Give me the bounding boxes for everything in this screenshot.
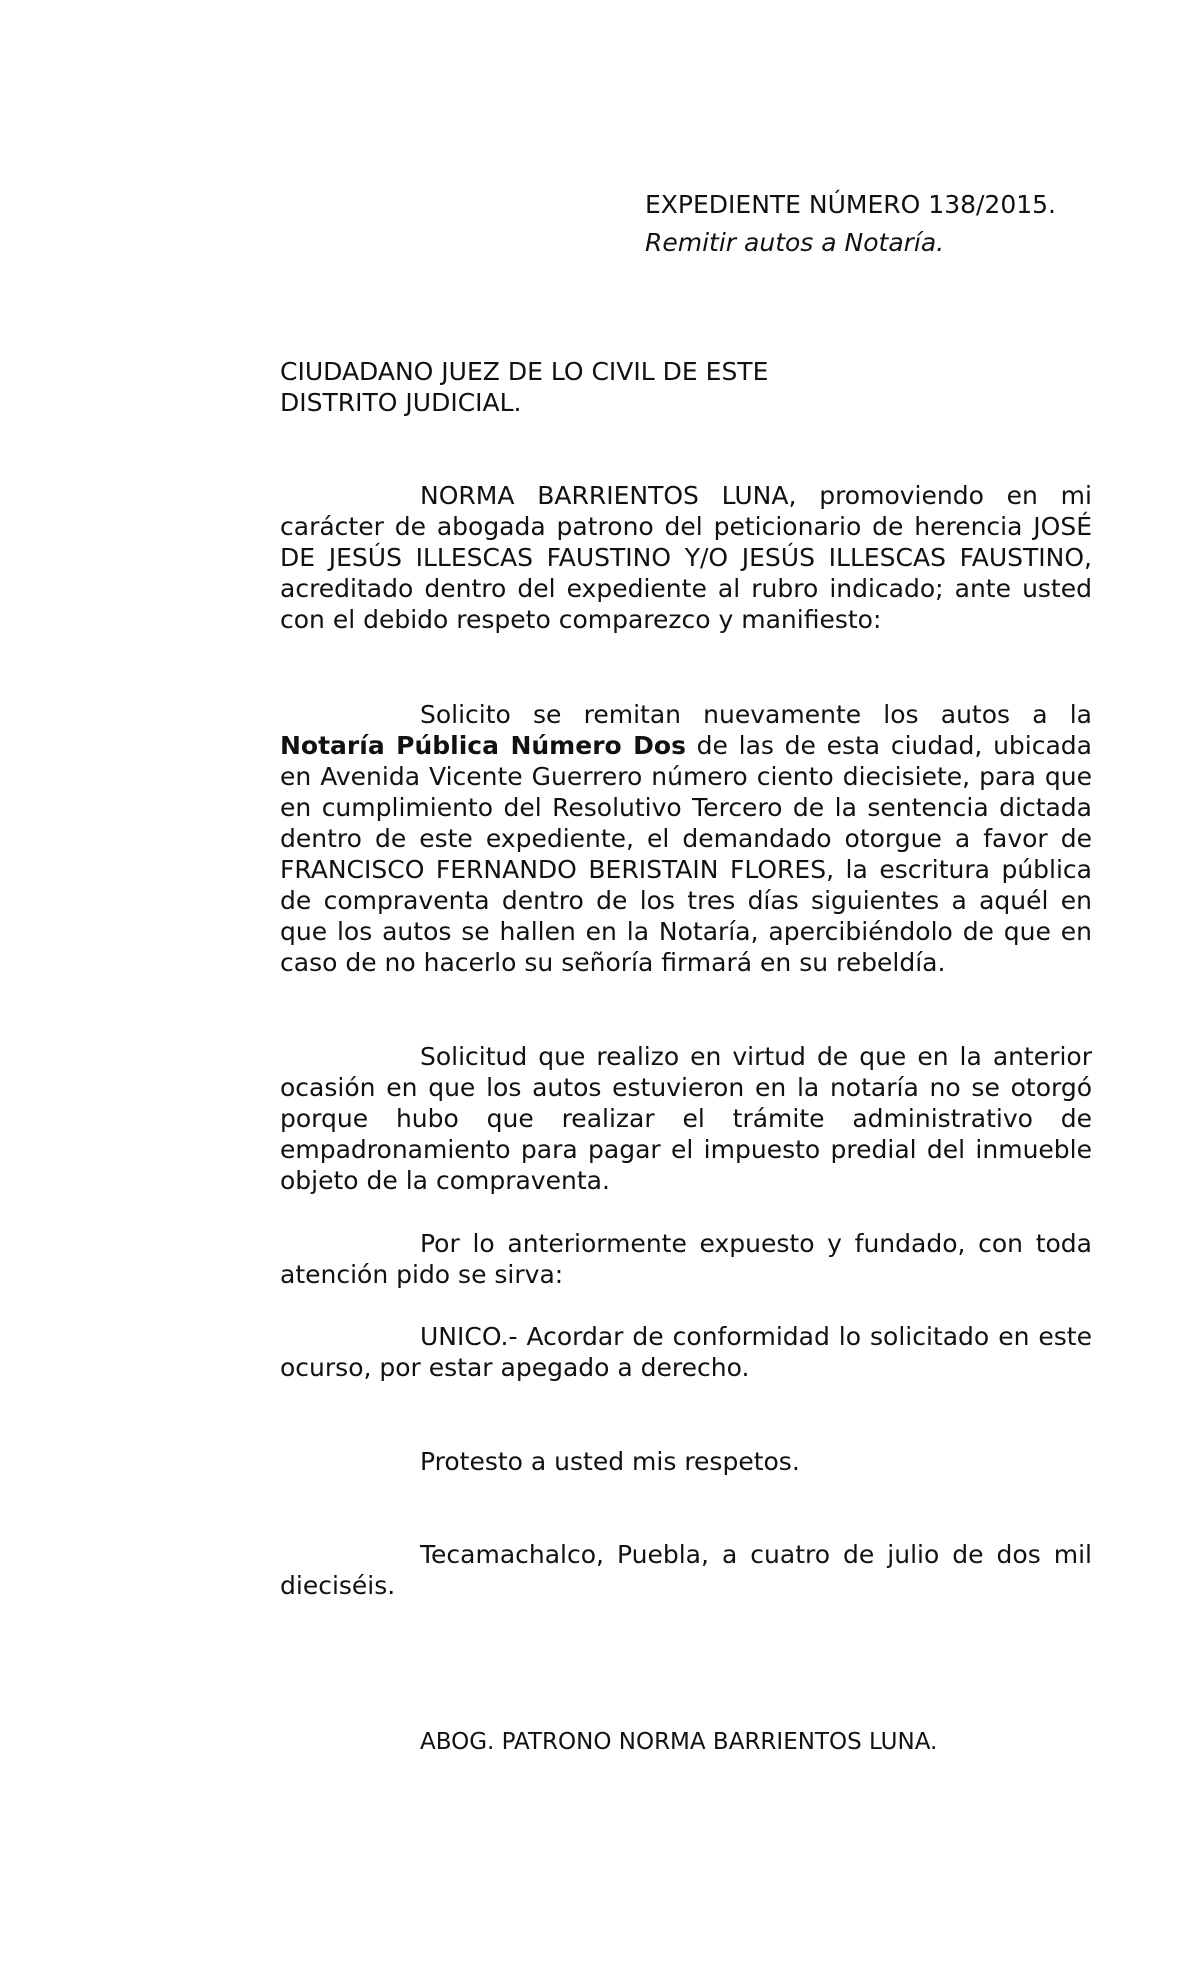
addressee [280, 356, 768, 418]
addressee-line-2: DISTRITO JUDICIAL. [280, 388, 522, 417]
paragraph-request [280, 699, 1092, 978]
paragraph-petition: Por lo anteriormente expuesto y fundado, con toda atención pido se sirva: [280, 1229, 1092, 1289]
paragraph-intro: NORMA BARRIENTOS LUNA, promoviendo en mi carácter de abogada patrono del peticionario de herencia JOSÉ DE JESÚS ILLESCAS FAUSTINO Y/O JESÚS ILLESCAS FAUSTINO, acreditado dentro del expediente al rubro indicado; ante usted con el debido respeto comparezco y manifiesto: [280, 481, 1092, 634]
paragraph-place-date: Tecamachalco, Puebla, a cuatro de julio de dos mil dieciséis. [280, 1540, 1092, 1600]
expediente-number: EXPEDIENTE NÚMERO 138/2015. [645, 190, 1056, 219]
notary-name: Notaría Pública Número Dos [280, 731, 686, 760]
expediente-subject: Remitir autos a Notaría. [645, 228, 945, 257]
addressee-line-1: CIUDADANO JUEZ DE LO CIVIL DE ESTE [280, 357, 769, 386]
paragraph-justification: Solicitud que realizo en virtud de que en la anterior ocasión en que los autos estuvieron en la notaría no se otorgó porque hubo que realizar el trámite administrativo de empadronamiento para pagar el impuesto predial del inmueble objeto de la compraventa. [280, 1042, 1092, 1195]
paragraph-unico: UNICO.- Acordar de conformidad lo solicitado en este ocurso, por estar apegado a derecho. [280, 1322, 1092, 1382]
paragraph-protesto: Protesto a usted mis respetos. [420, 1447, 800, 1476]
request-text-end: de las de esta ciudad, ubicada en Avenida Vicente Guerrero número ciento diecisiete, para que en cumplimiento del Resolutivo Tercero de la sentencia dictada dentro de este expediente, el demandado otorgue a favor de FRANCISCO FERNANDO BERISTAIN FLORES, la escritura pública de compraventa dentro de los tres días siguientes a aquél en que los autos se hallen en la Notaría, apercibiéndolo de que en caso de no hacerlo su señoría firmará en su rebeldía. [280, 731, 1092, 977]
request-text-start: Solicito se remitan nuevamente los autos a la [420, 700, 1092, 729]
signature-line: ABOG. PATRONO NORMA BARRIENTOS LUNA. [420, 1729, 938, 1755]
